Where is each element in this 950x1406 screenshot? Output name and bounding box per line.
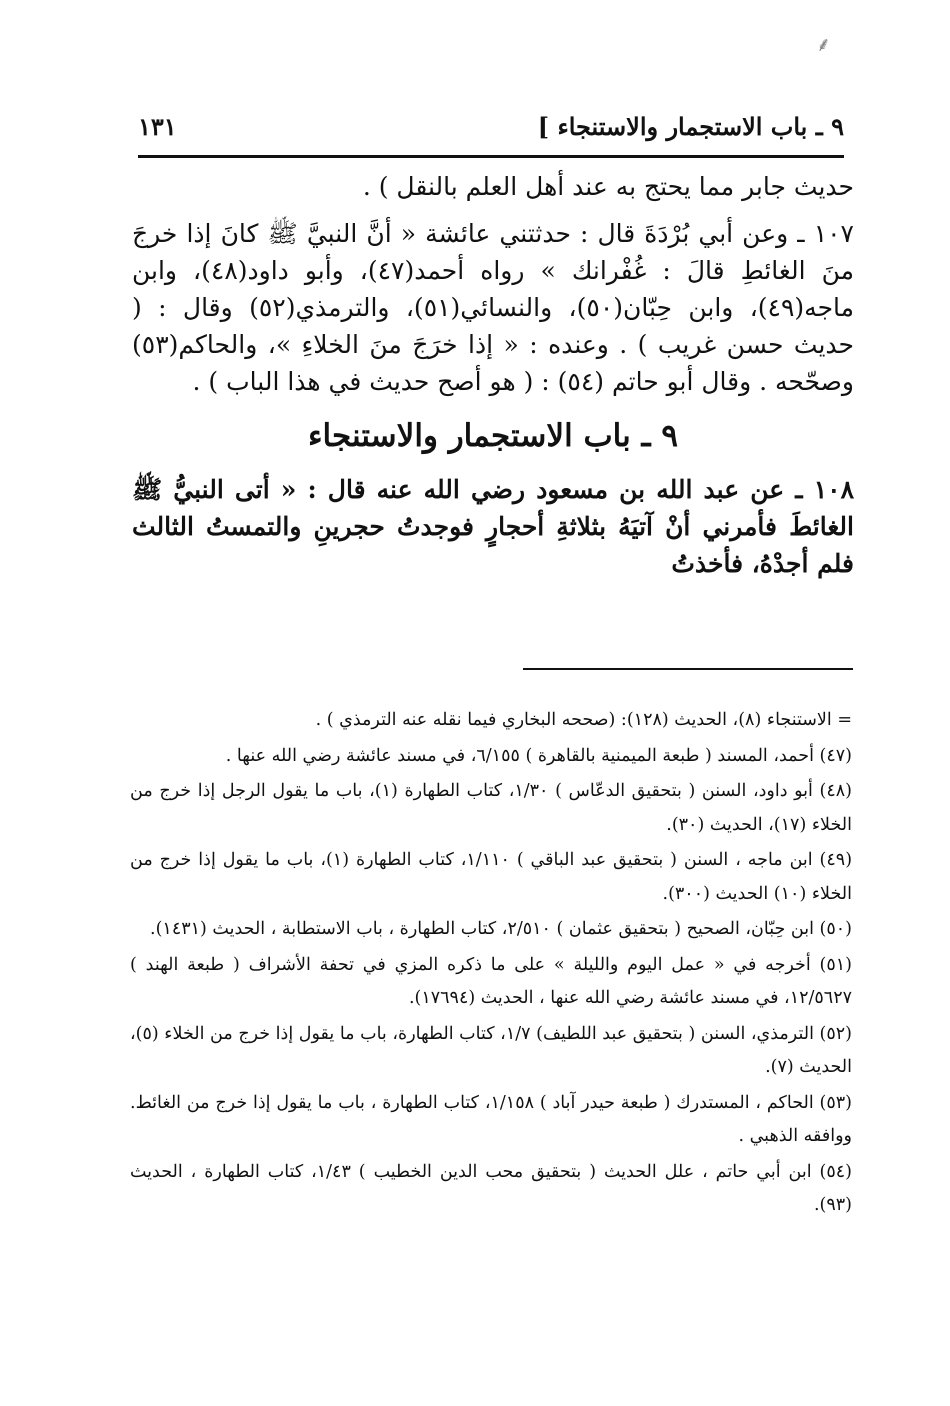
continuation-paragraph: حديث جابر مما يحتج به عند أهل العلم بالنقل ) . [362, 172, 854, 201]
running-head [138, 112, 844, 152]
header-rule [138, 155, 844, 158]
footnote-separator [523, 668, 853, 670]
hadith-107-paragraph: ١٠٧ ـ وعن أبي بُرْدَةَ قال : حدثتني عائشة « أنَّ النبيَّ ﷺ كانَ إذا خرجَ منَ الغائطِ قالَ : غُفْرانك » رواه أحمد(٤٧)، وأبو داود(٤٨)، وابن ماجه(٤٩)، وابن حِبّان(٥٠)، والنسائي(٥١)، والترمذي(٥٢) وقال : ( حديث حسن غريب ) . وعنده : « إذا خرَجَ منَ الخلاءِ »، والحاكم(٥٣) وصحّحه . وقال أبو حاتم (٥٤) : ( هو أصح حديث في هذا الباب ) . [132, 219, 855, 396]
footnote: (٥٤) ابن أبي حاتم ، علل الحديث ( بتحقيق محب الدين الخطيب ) ١/٤٣، كتاب الطهارة ، الحديث (٩٣). [130, 1161, 852, 1215]
footnote: = الاستنجاء (٨)، الحديث (١٢٨): (صححه البخاري فيما نقله عنه الترمذي ) . [315, 710, 852, 730]
corner-mark: ⸙ [816, 32, 831, 56]
footnote: (٤٧) أحمد، المسند ( طبعة الميمنية بالقاهرة ) ٦/١٥٥، في مسند عائشة رضي الله عنها . [225, 745, 852, 766]
footnote: (٤٨) أبو داود، السنن ( بتحقيق الدعّاس ) ١/٣٠، كتاب الطهارة (١)، باب ما يقول الرجل إذا خرج من الخلاء (١٧)، الحديث (٣٠). [130, 781, 852, 835]
section-title: ٩ ـ باب الاستجمار والاستنجاء [307, 418, 679, 454]
hadith-108-paragraph: ١٠٨ ـ عن عبد الله بن مسعود رضي الله عنه قال : « أتى النبيُّ ﷺ الغائطَ فأمرني أنْ آتيَهُ بثلاثةِ أحجارٍ فوجدتُ حجرينِ والتمستُ الثالث فلم أجدْهُ، فأخذتُ [132, 475, 855, 578]
main-text [132, 168, 854, 592]
footnote: (٥٣) الحاكم ، المستدرك ( طبعة حيدر آباد ) ١/١٥٨، كتاب الطهارة ، باب ما يقول إذا خرج من الغائط. ووافقه الذهبي . [130, 1092, 852, 1146]
footnotes [130, 704, 852, 1225]
footnote: (٥٢) الترمذي، السنن ( بتحقيق عبد اللطيف) ١/٧، كتاب الطهارة، باب ما يقول إذا خرج من الخلاء (٥)، الحديث (٧). [130, 1023, 852, 1077]
footnote: (٤٩) ابن ماجه ، السنن ( بتحقيق عبد الباقي ) ١/١١٠، كتاب الطهارة (١)، باب ما يقول إذا خرج من الخلاء (١٠) الحديث (٣٠٠). [130, 850, 853, 904]
running-title: ٩ ـ باب الاستجمار والاستنجاء ] [537, 112, 844, 141]
footnote: (٥٠) ابن حِبّان، الصحيح ( بتحقيق عثمان ) ٢/٥١٠، كتاب الطهارة ، باب الاستطابة ، الحديث (١٤٣١). [150, 919, 852, 939]
footnote: (٥١) أخرجه في « عمل اليوم والليلة » على ما ذكره المزي في تحفة الأشراف ( طبعة الهند ) ١٢/٥٦٢٧، في مسند عائشة رضي الله عنها ، الحديث (١٧٦٩٤). [130, 954, 852, 1008]
page-number: ١٣١ [138, 112, 177, 141]
